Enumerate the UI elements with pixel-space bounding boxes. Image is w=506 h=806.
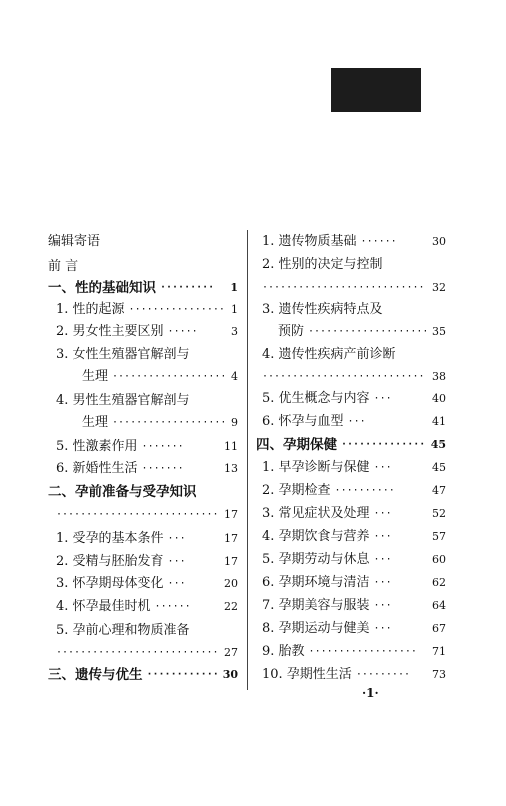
toc-page-number: 47 [432,484,446,497]
toc-leader-dots: ·················· [308,646,417,657]
toc-leader-dots: ······· [141,441,184,452]
toc-entry [48,413,238,433]
toc-entry-title: 2. 性别的决定与控制 [262,257,383,272]
toc-page-number: 38 [432,370,446,383]
toc-entry-title: 2. 受精与胚胎发育 [56,554,164,569]
toc-leader-dots: ·············· [341,439,426,450]
toc-entry-title: 6. 新婚性生活 [56,461,138,476]
toc-entry-title: 4. 男性生殖器官解剖与 [56,393,190,408]
toc-page-number: 27 [224,646,238,659]
toc-page-number: 41 [432,415,446,428]
toc-entry [48,367,238,387]
toc-leader-dots: ···················· [308,326,429,337]
toc-leader-dots: ··························· [262,371,425,382]
toc-entry [256,345,446,365]
toc-entry [256,573,446,593]
toc-entry [256,412,446,432]
toc-entry-title: 9. 胎教 [262,644,305,659]
toc-page-number: 3 [231,325,238,338]
toc-entry-title: 10. 孕期性生活 [262,667,352,682]
toc-entry [48,574,238,594]
toc-entry [48,643,238,663]
toc-leader-dots: ··· [373,623,392,634]
toc-entry [48,391,238,411]
toc-page-number: 45 [430,438,446,451]
toc-entry-title: 一、性的基础知识 [48,280,156,296]
toc-leader-dots: ··················· [112,371,227,382]
toc-page-number: 32 [432,281,446,294]
toc-entry-title: 二、孕前准备与受孕知识 [48,484,197,500]
toc-leader-dots: ··· [373,393,392,404]
toc-entry [256,504,446,524]
toc-page-number: 45 [432,461,446,474]
toc-page-number: 64 [432,599,446,612]
toc-page-number: 1 [231,303,238,316]
toc-entry [256,665,446,685]
toc-entry [256,389,446,409]
toc-entry [256,367,446,387]
toc-leader-dots: ··· [373,554,392,565]
toc-entry [256,300,446,320]
column-divider [247,230,248,690]
toc-leader-dots: ··· [373,462,392,473]
toc-entry [48,232,238,252]
toc-page-number: 13 [224,462,238,475]
toc-page-number: 60 [432,553,446,566]
toc-entry [48,597,238,617]
toc-entry [256,435,446,455]
toc-entry-title: 8. 孕期运动与健美 [262,621,370,636]
toc-leader-dots: ··· [373,531,392,542]
toc-entry [256,278,446,298]
toc-page-number: 1 [230,281,238,294]
toc-entry-title: 1. 性的起源 [56,302,125,317]
page-number: ·1· [362,686,379,700]
toc-entry [256,255,446,275]
toc-leader-dots: ··························· [56,509,219,520]
toc-leader-dots: ··· [373,508,392,519]
toc-entry [256,527,446,547]
toc-entry [256,458,446,478]
toc-entry-title: 预防 [278,324,305,339]
toc-page-number: 9 [231,416,238,429]
toc-page-number: 57 [432,530,446,543]
black-redaction-block [331,68,421,112]
toc-leader-dots: ··· [167,578,186,589]
toc-leader-dots: ··························· [56,647,219,658]
toc-entry [48,552,238,572]
toc-entry-title: 三、遗传与优生 [48,667,143,683]
toc-leader-dots: ················ [128,304,225,315]
toc-entry-title: 4. 孕期饮食与营养 [262,529,370,544]
toc-entry-title: 3. 怀孕期母体变化 [56,576,164,591]
toc-entry [48,529,238,549]
toc-entry-title: 5. 孕前心理和物质准备 [56,623,190,638]
toc-leader-dots: ··· [373,600,392,611]
toc-page-number: 17 [224,532,238,545]
toc-entry-title: 5. 性激素作用 [56,439,138,454]
toc-entry [256,322,446,342]
toc-leader-dots: ······ [360,236,397,247]
toc-leader-dots: ······ [154,601,191,612]
toc-entry [48,437,238,457]
toc-entry-title: 1. 早孕诊断与保健 [262,460,370,475]
toc-page-number: 17 [224,555,238,568]
toc-page-number: 30 [222,668,238,681]
toc-leader-dots: ··························· [262,282,425,293]
toc-leader-dots: ··· [167,533,186,544]
toc-entry-title: 2. 男女性主要区别 [56,324,164,339]
toc-leader-dots: ·········· [334,485,395,496]
toc-entry [48,459,238,479]
toc-entry [256,232,446,252]
toc-entry-title: 3. 常见症状及处理 [262,506,370,521]
toc-entry-title: 1. 受孕的基本条件 [56,531,164,546]
toc-entry [256,642,446,662]
toc-page-number: 17 [224,508,238,521]
toc-page-number: 22 [224,600,238,613]
toc-entry-title: 1. 遗传物质基础 [262,234,357,249]
toc-entry-title: 4. 怀孕最佳时机 [56,599,151,614]
toc-entry-title: 四、孕期保健 [256,437,337,453]
toc-leader-dots: ········· [160,282,215,293]
toc-leader-dots: ······· [141,463,184,474]
toc-entry [48,257,238,277]
toc-leader-dots: ············ [146,669,219,680]
toc-entry-title: 前 言 [48,259,79,274]
toc-page-number: 4 [231,370,238,383]
toc-entry [256,596,446,616]
toc-page-number: 40 [432,392,446,405]
toc-entry [48,300,238,320]
toc-entry [48,505,238,525]
toc-entry-title: 4. 遗传性疾病产前诊断 [262,347,396,362]
toc-page-number: 62 [432,576,446,589]
toc-entry [48,621,238,641]
toc-entry-title: 2. 孕期检查 [262,483,331,498]
toc-page-number: 11 [224,440,238,453]
toc-entry-title: 5. 孕期劳动与休息 [262,552,370,567]
toc-page-number: 73 [432,668,446,681]
toc-leader-dots: ····· [167,326,198,337]
toc-entry [256,619,446,639]
toc-entry-title: 6. 孕期环境与清洁 [262,575,370,590]
toc-entry-title: 生理 [82,415,109,430]
toc-entry-title: 3. 遗传性疾病特点及 [262,302,383,317]
toc-page-number: 30 [432,235,446,248]
toc-page-number: 35 [432,325,446,338]
toc-leader-dots: ··· [347,416,366,427]
toc-entry-title: 生理 [82,369,109,384]
toc-entry-title: 7. 孕期美容与服装 [262,598,370,613]
toc-leader-dots: ··················· [112,417,227,428]
toc-entry-title: 6. 怀孕与血型 [262,414,344,429]
toc-page-number: 52 [432,507,446,520]
toc-page-number: 67 [432,622,446,635]
toc-entry [256,481,446,501]
toc-entry [48,345,238,365]
toc-entry [256,550,446,570]
toc-page-number: 71 [432,645,446,658]
toc-leader-dots: ··· [167,556,186,567]
toc-entry [48,482,238,502]
toc-page-number: 20 [224,577,238,590]
toc-entry [48,322,238,342]
toc-entry-title: 编辑寄语 [48,234,101,249]
toc-leader-dots: ··· [373,577,392,588]
toc-entry [48,278,238,298]
toc-entry-title: 5. 优生概念与内容 [262,391,370,406]
toc-entry [48,665,238,685]
toc-entry-title: 3. 女性生殖器官解剖与 [56,347,190,362]
toc-leader-dots: ········· [355,669,410,680]
